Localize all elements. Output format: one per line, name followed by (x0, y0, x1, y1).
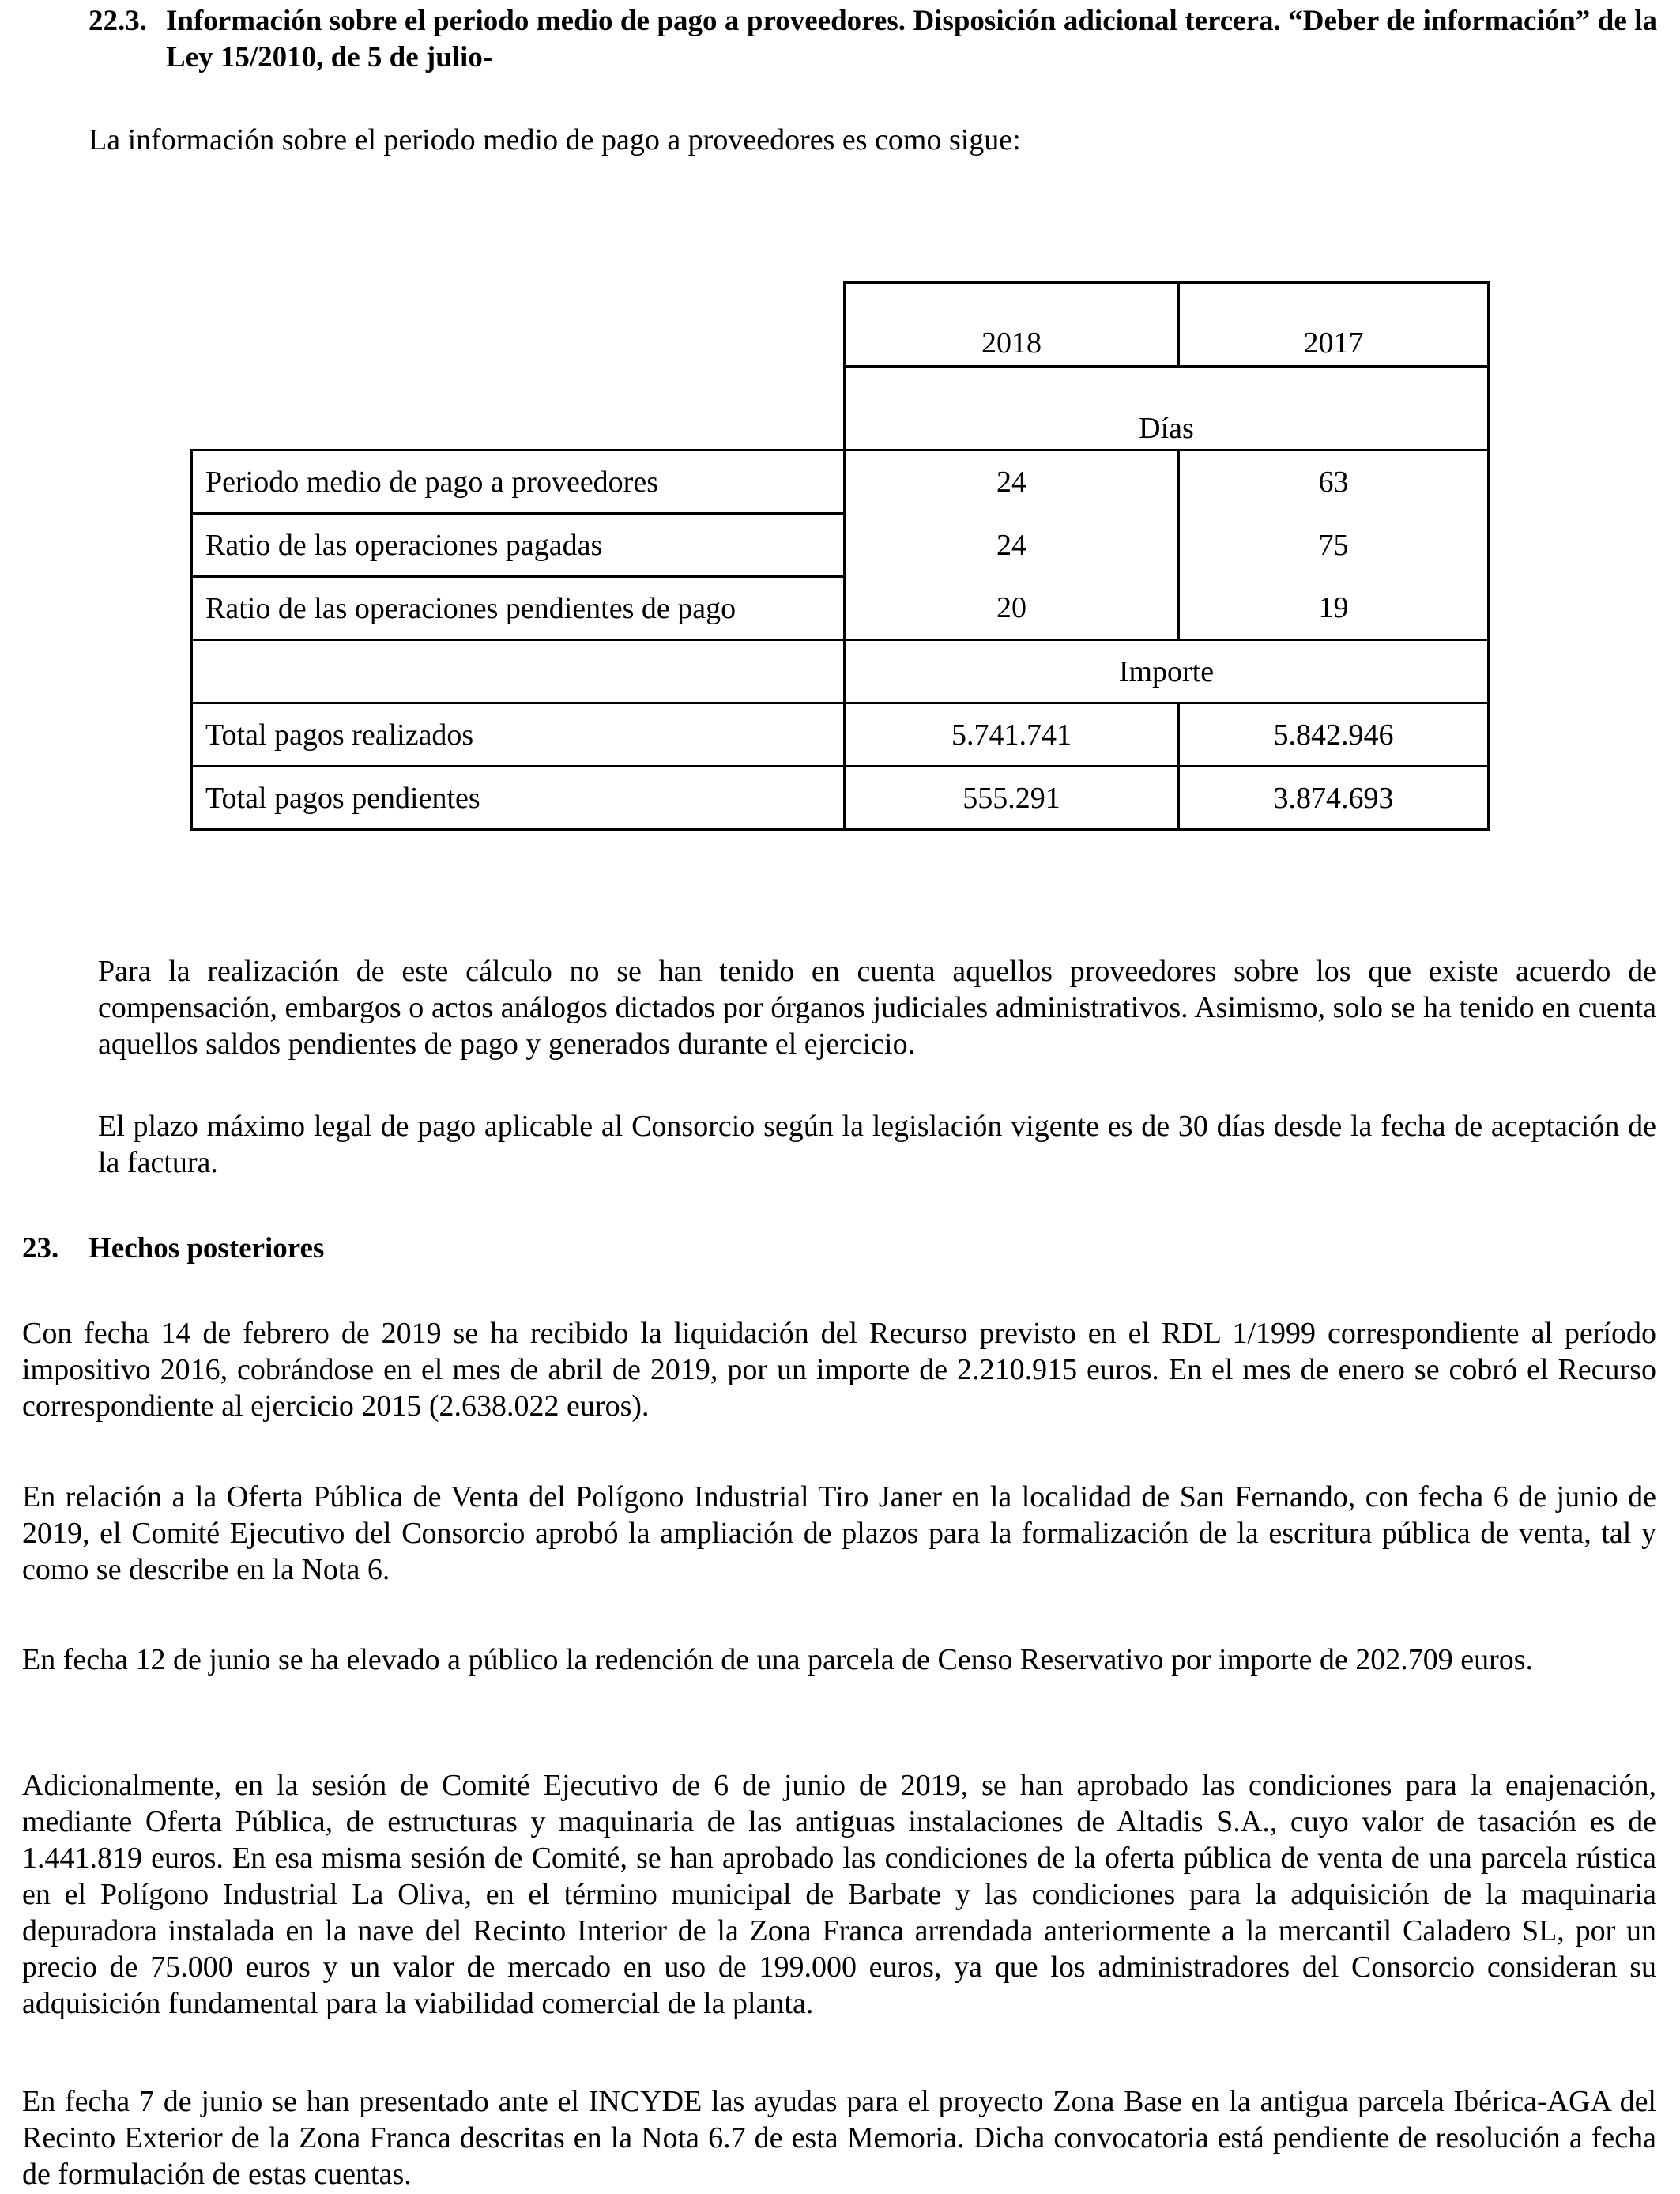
body-paragraph: Adicionalmente, en la sesión de Comité Ejecutivo de 6 de junio de 2019, se han aprobado las condiciones para la enajenación, mediante Oferta Pública, de estructuras y maquinaria de las antiguas instalaciones de Altadis S.A., cuyo valor de tasación es de 1.441.819 euros. En esa misma sesión de Comité, se han aprobado las condiciones de la oferta pública de venta de una parcela rústica en el Polígono Industrial La Oliva, en el término municipal de Barbate y las condiciones para la adquisición de la maquinaria depuradora instalada en la nave del Recinto Interior de la Zona Franca arrendada anteriormente a la mercantil Caladero SL, por un precio de 75.000 euros y un valor de mercado en uso de 199.000 euros, ya que los administradores del Consorcio consideran su adquisición fundamental para la viabilidad comercial de la planta. (22, 1769, 1656, 2020)
section-23-heading (22, 1231, 324, 1267)
value-2017: 5.842.946 (1179, 703, 1489, 767)
value-2017: 75 (1179, 514, 1489, 577)
row-label: Total pagos realizados (192, 703, 845, 767)
empty-label-cell (192, 640, 845, 703)
value-2017: 19 (1179, 577, 1489, 640)
table-row (192, 514, 1489, 577)
value-2018: 555.291 (845, 767, 1179, 830)
intro-paragraph: La información sobre el periodo medio de pago a proveedores es como sigue: (89, 123, 1021, 156)
row-label: Periodo medio de pago a proveedores (192, 450, 845, 514)
table-row (192, 577, 1489, 640)
empty-label-cell (192, 367, 845, 450)
table-unit-row (192, 367, 1489, 450)
value-2018: 5.741.741 (845, 703, 1179, 767)
note-paragraph: Para la realización de este cálculo no se han tenido en cuenta aquellos proveedores sobre los que existe acuerdo de compensación, embargos o actos análogos dictados por órganos judiciales administrativos. Asimismo, solo se ha tenido en cuenta aquellos saldos pendientes de pago y generados durante el ejercicio. (98, 955, 1656, 1061)
section-number: 23. (22, 1232, 59, 1265)
body-paragraph: En fecha 7 de junio se han presentado ante el INCYDE las ayudas para el proyecto Zona Base en la antigua parcela Ibérica-AGA del Recinto Exterior de la Zona Franca descritas en la Nota 6.7 de esta Memoria. Dicha convocatoria está pendiente de resolución a fecha de formulación de estas cuentas. (22, 2085, 1656, 2191)
row-label: Ratio de las operaciones pagadas (192, 514, 845, 577)
value-2018: 24 (845, 450, 1179, 514)
table-unit-row (192, 640, 1489, 703)
body-paragraph: Con fecha 14 de febrero de 2019 se ha recibido la liquidación del Recurso previsto en el RDL 1/1999 correspondiente al período impositivo 2016, cobrándose en el mes de abril de 2019, por un importe de 2.210.915 euros. En el mes de enero se cobró el Recurso correspondiente al ejercicio 2015 (2.638.022 euros). (22, 1317, 1656, 1423)
section-22-3-heading (89, 3, 1657, 76)
value-2018: 24 (845, 514, 1179, 577)
table-row (192, 450, 1489, 514)
empty-corner-cell (192, 283, 845, 367)
section-title: Hechos posteriores (89, 1232, 325, 1265)
payment-period-table (190, 281, 1490, 831)
table-header-row (192, 283, 1489, 367)
body-paragraph: En relación a la Oferta Pública de Venta del Polígono Industrial Tiro Janer en la localidad de San Fernando, con fecha 6 de junio de 2019, el Comité Ejecutivo del Consorcio aprobó la ampliación de plazos para la formalización de la escritura pública de venta, tal y como se describe en la Nota 6. (22, 1480, 1656, 1586)
section-title: Información sobre el periodo medio de pago a proveedores. Disposición adicional tercera. “Deber de información” de la Ley 15/2010, de 5 de julio- (166, 5, 1657, 74)
value-2018: 20 (845, 577, 1179, 640)
table-row (192, 767, 1489, 830)
note-paragraph: El plazo máximo legal de pago aplicable al Consorcio según la legislación vigente es de 30 días desde la fecha de aceptación de la factura. (98, 1110, 1656, 1179)
days-unit-label: Días (845, 367, 1489, 450)
value-2017: 3.874.693 (1179, 767, 1489, 830)
body-paragraph: En fecha 12 de junio se ha elevado a público la redención de una parcela de Censo Reservativo por importe de 202.709 euros. (22, 1643, 1534, 1676)
value-2017: 63 (1179, 450, 1489, 514)
section-number: 22.3. (89, 5, 147, 37)
amount-unit-label: Importe (845, 640, 1489, 703)
row-label: Ratio de las operaciones pendientes de pago (192, 577, 845, 640)
row-label: Total pagos pendientes (192, 767, 845, 830)
year-header-2018: 2018 (845, 283, 1179, 367)
year-header-2017: 2017 (1179, 283, 1489, 367)
table-row (192, 703, 1489, 767)
